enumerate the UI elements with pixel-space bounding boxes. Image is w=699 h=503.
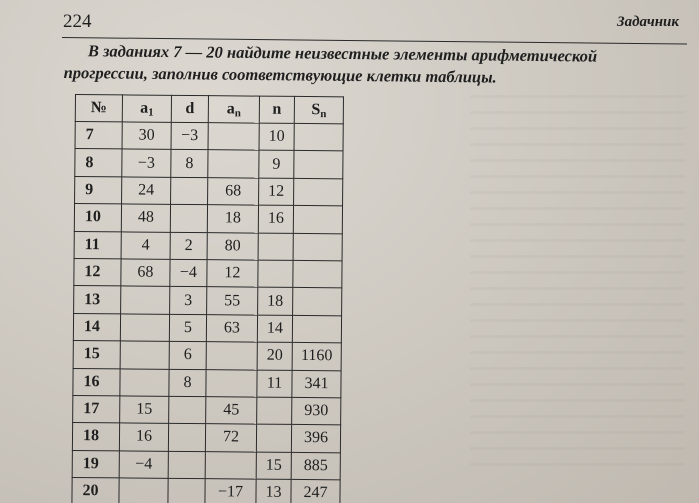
- page-number: 224: [63, 11, 92, 32]
- cell-d: 5: [169, 314, 206, 342]
- table-row: [72, 450, 340, 480]
- cell-a1: 30: [122, 122, 171, 150]
- cell-d: [171, 177, 208, 205]
- cell-n: 15: [256, 452, 291, 480]
- cell-d: [170, 205, 207, 233]
- cell-task-number: 11: [74, 231, 121, 259]
- cell-a1: 24: [122, 177, 171, 205]
- show-through-text: [470, 95, 685, 475]
- cell-n: [257, 397, 292, 425]
- task-instruction: В заданиях 7 — 20 найдите неизвестные элементы арифметической прогрессии, заполнив соответствующие клетки таблицы.: [63, 41, 598, 87]
- cell-a1: [120, 314, 169, 342]
- cell-d: [168, 424, 205, 452]
- cell-sn: [293, 233, 342, 261]
- table-row: [74, 258, 342, 288]
- table-row: [75, 149, 343, 179]
- cell-task-number: 16: [73, 368, 120, 396]
- cell-d: [168, 451, 205, 479]
- cell-an: 55: [207, 287, 258, 315]
- cell-sn: 341: [292, 370, 341, 398]
- table-row: [75, 176, 343, 206]
- cell-sn: 1160: [292, 343, 341, 371]
- cell-sn: 885: [291, 452, 340, 480]
- cell-n: [256, 424, 291, 452]
- cell-d: 8: [169, 369, 206, 397]
- table-row: [73, 313, 341, 343]
- cell-task-number: 8: [75, 149, 122, 177]
- column-header-d: d: [171, 95, 208, 122]
- cell-an: 12: [207, 260, 258, 288]
- cell-d: [169, 396, 206, 424]
- cell-d: −3: [171, 122, 208, 150]
- cell-an: 72: [205, 424, 256, 452]
- cell-an: 45: [206, 397, 257, 425]
- cell-d: −4: [170, 259, 207, 287]
- cell-n: 11: [257, 370, 292, 398]
- cell-a1: [120, 341, 169, 369]
- table-row: [74, 231, 342, 261]
- cell-d: 2: [170, 232, 207, 260]
- cell-sn: [294, 151, 343, 179]
- cell-sn: [293, 260, 342, 288]
- column-header-number: №: [75, 95, 122, 122]
- cell-sn: 930: [292, 397, 341, 425]
- cell-task-number: 18: [72, 423, 119, 451]
- cell-d: 3: [170, 287, 207, 315]
- cell-task-number: 9: [75, 176, 122, 204]
- cell-task-number: 10: [74, 204, 121, 232]
- cell-sn: [294, 123, 343, 151]
- table-row: [73, 368, 341, 398]
- cell-n: 10: [259, 123, 294, 151]
- cell-d: 6: [169, 341, 206, 369]
- table-row: [73, 341, 341, 371]
- cell-sn: [292, 315, 341, 343]
- cell-n: 12: [259, 178, 294, 206]
- progression-table: [71, 94, 344, 503]
- cell-a1: 68: [121, 259, 170, 287]
- cell-n: 20: [257, 342, 292, 370]
- cell-an: −17: [205, 479, 256, 503]
- cell-a1: 4: [121, 231, 170, 259]
- cell-an: 68: [208, 177, 259, 205]
- cell-an: [208, 123, 259, 151]
- cell-a1: −4: [119, 451, 168, 479]
- column-header-an: $a_n$: [208, 96, 259, 123]
- cell-task-number: 20: [72, 478, 119, 503]
- cell-a1: [121, 286, 170, 314]
- cell-a1: [119, 478, 168, 503]
- cell-sn: 247: [291, 479, 340, 503]
- cell-an: [205, 451, 256, 479]
- column-header-a1: $a_1$: [122, 95, 171, 122]
- cell-sn: [293, 288, 342, 316]
- table-row: [72, 423, 340, 453]
- cell-n: 14: [257, 315, 292, 343]
- cell-d: [168, 478, 205, 503]
- table-row: [75, 122, 343, 152]
- cell-task-number: 13: [74, 286, 121, 314]
- cell-an: 80: [207, 232, 258, 260]
- cell-task-number: 12: [74, 258, 121, 286]
- running-title: Задачник: [616, 14, 679, 30]
- cell-d: 8: [171, 150, 208, 178]
- cell-sn: 396: [291, 425, 340, 453]
- cell-a1: 16: [119, 423, 168, 451]
- cell-n: 18: [258, 287, 293, 315]
- cell-sn: [294, 178, 343, 206]
- cell-an: 63: [206, 314, 257, 342]
- cell-n: 13: [256, 479, 291, 503]
- column-header-sn: $S_n$: [294, 96, 343, 123]
- table-row: [74, 204, 342, 234]
- cell-sn: [293, 206, 342, 234]
- cell-an: [206, 369, 257, 397]
- table-row: [73, 395, 341, 425]
- cell-n: 16: [258, 205, 293, 233]
- cell-an: [206, 342, 257, 370]
- cell-a1: 48: [121, 204, 170, 232]
- column-header-n: n: [259, 96, 294, 123]
- cell-a1: 15: [120, 396, 169, 424]
- cell-task-number: 17: [73, 395, 120, 423]
- table-body: [72, 122, 343, 503]
- cell-task-number: 19: [72, 450, 119, 478]
- table-header-row: [75, 95, 343, 124]
- cell-an: 18: [207, 205, 258, 233]
- cell-n: [258, 233, 293, 261]
- table-row: [74, 286, 342, 316]
- cell-a1: [120, 368, 169, 396]
- cell-task-number: 7: [75, 122, 122, 150]
- cell-a1: −3: [122, 149, 171, 177]
- cell-n: 9: [259, 150, 294, 178]
- cell-an: [208, 150, 259, 178]
- cell-task-number: 15: [73, 341, 120, 369]
- cell-n: [258, 260, 293, 288]
- table-row: [72, 478, 340, 503]
- cell-task-number: 14: [73, 313, 120, 341]
